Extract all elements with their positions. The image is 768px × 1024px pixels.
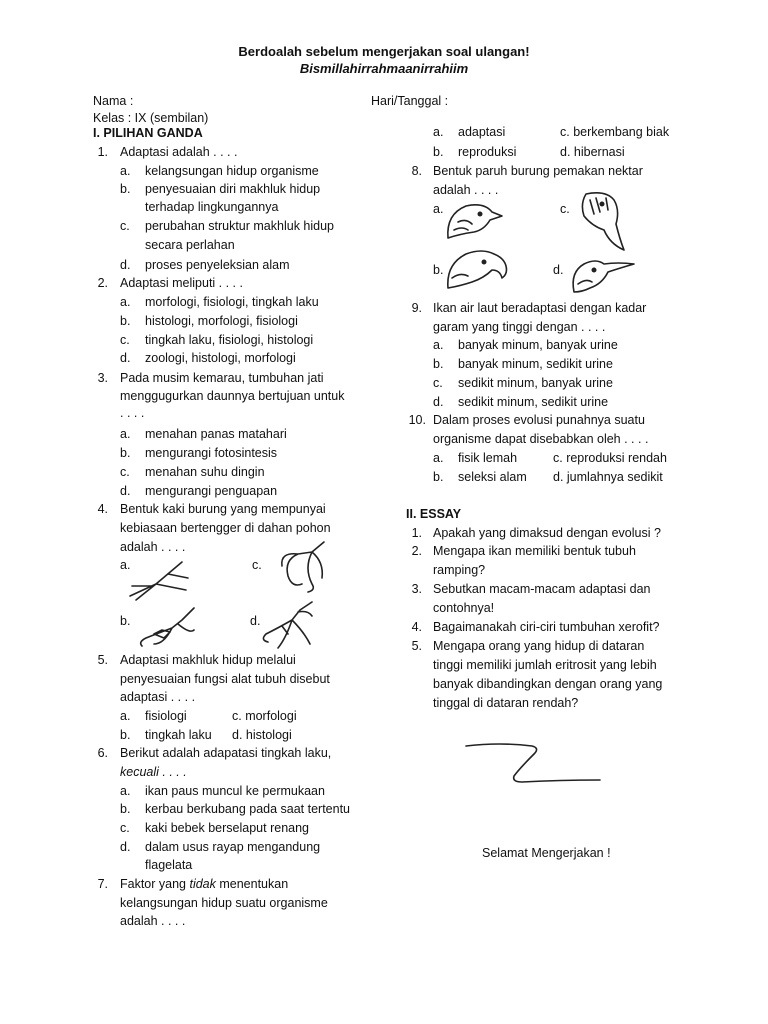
question-text: Bentuk kaki burung yang mempunyai	[120, 502, 326, 516]
option-letter: b.	[433, 263, 444, 277]
question-number: 10.	[408, 413, 426, 427]
option-letter: d.	[120, 351, 131, 365]
essay-question: Bagaimanakah ciri-ciri tumbuhan xerofit?	[433, 620, 660, 634]
option-letter: b.	[120, 182, 131, 196]
question-text: Dalam proses evolusi punahnya suatu	[433, 413, 645, 427]
option-letter: b.	[120, 614, 131, 628]
essay-question: banyak dibandingkan dengan orang yang	[433, 677, 663, 691]
option-letter: c.	[252, 558, 262, 572]
option-text: d. jumlahnya sedikit	[553, 470, 663, 484]
option-letter: c.	[120, 821, 130, 835]
option-text: c. morfologi	[232, 709, 297, 723]
question-number: 7.	[97, 877, 108, 891]
question-text: menggugurkan daunnya bertujuan untuk	[120, 389, 345, 403]
option-text: sedikit minum, banyak urine	[458, 376, 613, 390]
essay-question: tinggi memiliki jumlah eritrosit yang lebih	[433, 658, 657, 672]
question-text	[120, 877, 288, 891]
question-text-part: Faktor yang	[120, 877, 190, 891]
essay-question: tinggal di dataran rendah?	[433, 696, 579, 710]
option-text: dalam usus rayap mengandung	[145, 840, 321, 854]
question-text: Bentuk paruh burung pemakan nektar	[433, 164, 643, 178]
page-subtitle: Bismillahirrahmaanirrahiim	[299, 61, 469, 76]
bird-foot-c-icon	[272, 538, 332, 596]
question-text-emphasis: tidak	[189, 877, 216, 891]
option-letter: c.	[433, 376, 443, 390]
option-text: penyesuaian diri makhluk hidup	[145, 182, 321, 196]
question-text: Adaptasi adalah . . . .	[120, 145, 238, 159]
option-text: reproduksi	[458, 145, 517, 159]
hari-tanggal-field: Hari/Tanggal :	[371, 94, 449, 108]
question-text: organisme dapat disebabkan oleh . . . .	[433, 432, 649, 446]
question-text: adalah . . . .	[433, 183, 499, 197]
essay-number: 2.	[411, 544, 422, 558]
essay-question: Apakah yang dimaksud dengan evolusi ?	[433, 526, 661, 540]
question-text: penyesuaian fungsi alat tubuh disebut	[120, 672, 330, 686]
option-text: kaki bebek berselaput renang	[145, 821, 310, 835]
option-text: c. reproduksi rendah	[553, 451, 667, 465]
option-letter: c.	[120, 333, 130, 347]
essay-number: 4.	[411, 620, 422, 634]
option-letter: a.	[433, 125, 444, 139]
option-letter: b.	[120, 802, 131, 816]
option-text: adaptasi	[458, 125, 506, 139]
option-letter: b.	[433, 357, 444, 371]
option-letter: a.	[433, 338, 444, 352]
option-text: menahan suhu dingin	[145, 465, 265, 479]
question-text: adalah . . . .	[120, 914, 186, 928]
essay-number: 1.	[411, 526, 422, 540]
option-text: mengurangi penguapan	[145, 484, 278, 498]
question-text: kelangsungan hidup suatu organisme	[120, 896, 328, 910]
essay-question: Sebutkan macam-macam adaptasi dan	[433, 582, 651, 596]
essay-number: 5.	[411, 639, 422, 653]
option-text: fisik lemah	[458, 451, 518, 465]
option-letter: c.	[560, 202, 570, 216]
option-letter: b.	[433, 470, 444, 484]
option-letter: d.	[120, 840, 131, 854]
question-text: adalah . . . .	[120, 540, 186, 554]
option-letter: a.	[120, 709, 131, 723]
option-text: kerbau berkubang pada saat tertentu	[145, 802, 351, 816]
question-text: garam yang tinggi dengan . . . .	[433, 320, 606, 334]
bird-head-b-icon	[446, 248, 512, 292]
question-text: adaptasi . . . .	[120, 690, 196, 704]
nama-field: Nama :	[93, 94, 134, 108]
bird-head-d-icon	[568, 256, 638, 296]
option-text: menahan panas matahari	[145, 427, 287, 441]
option-text: terhadap lingkungannya	[145, 200, 279, 214]
option-text: fisiologi	[145, 709, 187, 723]
option-text: c. berkembang biak	[560, 125, 670, 139]
option-text: zoologi, histologi, morfologi	[145, 351, 296, 365]
question-number: 2.	[97, 276, 108, 290]
option-letter: b.	[120, 446, 131, 460]
option-letter: c.	[120, 219, 130, 233]
option-text: d. histologi	[232, 728, 292, 742]
option-text: perubahan struktur makhluk hidup	[145, 219, 335, 233]
option-letter: d.	[433, 395, 444, 409]
option-text: histologi, morfologi, fisiologi	[145, 314, 298, 328]
bird-head-a-icon	[444, 200, 504, 242]
option-text: kelangsungan hidup organisme	[145, 164, 319, 178]
question-number: 4.	[97, 502, 108, 516]
question-text: Berikut adalah adapatasi tingkah laku,	[120, 746, 332, 760]
option-letter: a.	[120, 558, 131, 572]
option-letter: a.	[120, 784, 131, 798]
bird-foot-b-icon	[134, 604, 200, 648]
closing-text: Selamat Mengerjakan !	[482, 846, 611, 860]
option-text: tingkah laku	[145, 728, 212, 742]
question-text-part: menentukan	[215, 877, 289, 891]
question-number: 8.	[411, 164, 422, 178]
option-letter: a.	[120, 164, 131, 178]
question-number: 1.	[97, 145, 108, 159]
question-text: . . . .	[120, 406, 145, 420]
option-text: banyak minum, sedikit urine	[458, 357, 613, 371]
essay-question: ramping?	[433, 563, 486, 577]
option-text: morfologi, fisiologi, tingkah laku	[145, 295, 319, 309]
question-number: 6.	[97, 746, 108, 760]
option-text: d. hibernasi	[560, 145, 625, 159]
option-letter: d.	[250, 614, 261, 628]
option-text: banyak minum, banyak urine	[458, 338, 618, 352]
option-letter: b.	[120, 314, 131, 328]
question-number: 3.	[97, 371, 108, 385]
question-text: Adaptasi meliputi . . . .	[120, 276, 243, 290]
essay-number: 3.	[411, 582, 422, 596]
option-text: tingkah laku, fisiologi, histologi	[145, 333, 314, 347]
option-text: secara perlahan	[145, 238, 235, 252]
option-text: seleksi alam	[458, 470, 527, 484]
essay-question: Mengapa orang yang hidup di dataran	[433, 639, 645, 653]
page-title: Berdoalah sebelum mengerjakan soal ulangan!	[238, 44, 530, 59]
option-letter: b.	[120, 728, 131, 742]
question-text: kebiasaan bertengger di dahan pohon	[120, 521, 331, 535]
option-letter: d.	[120, 484, 131, 498]
option-letter: d.	[553, 263, 564, 277]
signature-squiggle	[460, 738, 610, 790]
option-text: ikan paus muncul ke permukaan	[145, 784, 325, 798]
section-pilihan-ganda: I. PILIHAN GANDA	[93, 126, 203, 140]
essay-question: contohnya!	[433, 601, 495, 615]
question-text: Ikan air laut beradaptasi dengan kadar	[433, 301, 647, 315]
option-text: mengurangi fotosintesis	[145, 446, 278, 460]
bird-foot-d-icon	[258, 598, 320, 652]
option-text: sedikit minum, sedikit urine	[458, 395, 609, 409]
section-essay: II. ESSAY	[406, 507, 462, 521]
question-number: 5.	[97, 653, 108, 667]
option-text: proses penyeleksian alam	[145, 258, 290, 272]
bird-foot-a-icon	[122, 556, 192, 602]
option-letter: a.	[433, 202, 444, 216]
option-letter: a.	[120, 427, 131, 441]
option-letter: d.	[120, 258, 131, 272]
option-letter: a.	[433, 451, 444, 465]
question-text: kecuali . . . .	[120, 765, 187, 779]
option-letter: c.	[120, 465, 130, 479]
option-text: flagelata	[145, 858, 193, 872]
question-number: 9.	[411, 301, 422, 315]
bird-head-c-icon	[576, 190, 628, 254]
question-text: Pada musim kemarau, tumbuhan jati	[120, 371, 324, 385]
essay-question: Mengapa ikan memiliki bentuk tubuh	[433, 544, 636, 558]
kelas-field: Kelas : IX (sembilan)	[93, 111, 209, 125]
question-text: Adaptasi makhluk hidup melalui	[120, 653, 296, 667]
option-letter: b.	[433, 145, 444, 159]
option-letter: a.	[120, 295, 131, 309]
